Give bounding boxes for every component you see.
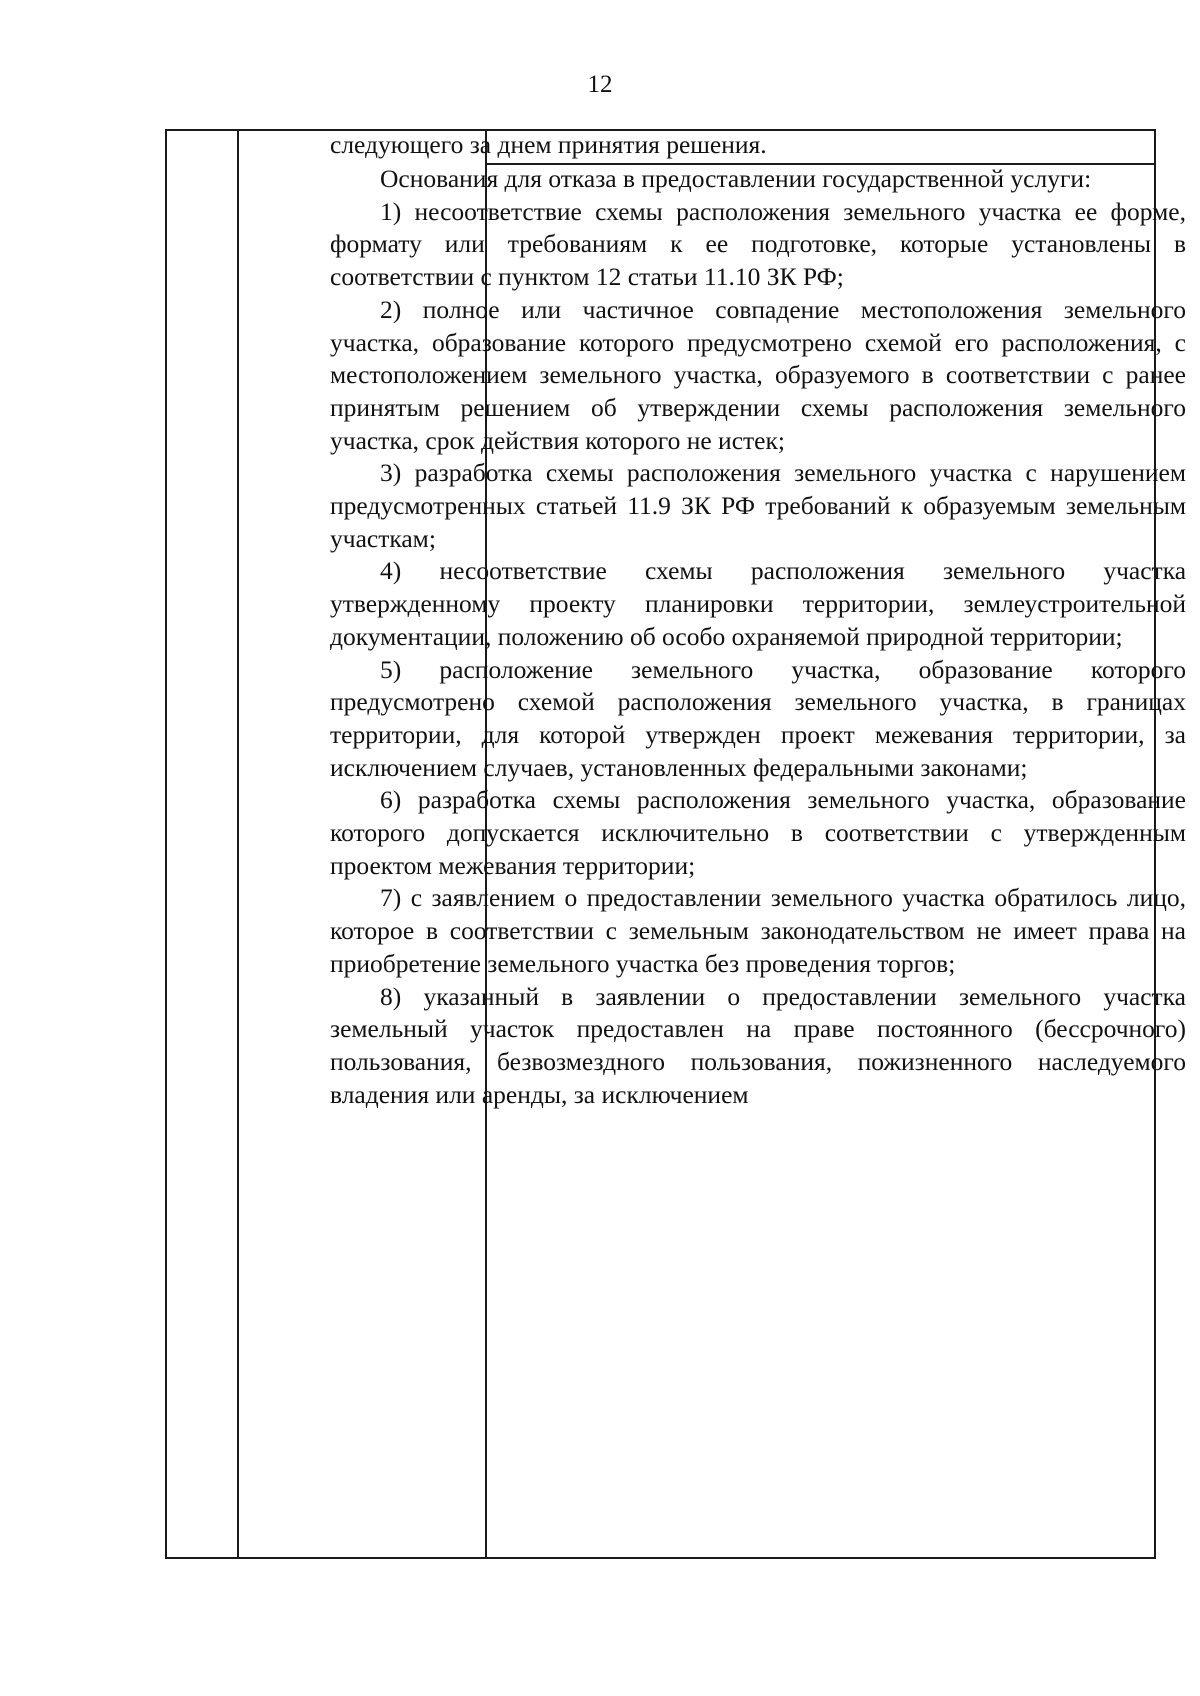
item-text: полное или частичное совпадение местоположения земельного участка, образование которого предусмотрено схемой его расположения, с местоположением земельного участка, образуемого в соответствии с ранее принятым решением об утверждении схемы расположения земельного участка, срок действия которого не истек; [330, 294, 1186, 455]
item-text: разработка схемы расположения земельного участка с нарушением предусмотренных статьей 11.9 ЗК РФ требований к образуемым земельным участкам; [330, 458, 1187, 553]
item-text: расположение земельного участка, образование которого предусмотрено схемой расположения земельного участка, в границах территории, для которой утвержден проект межевания территории, за исключением случаев, установленных федеральными законами; [330, 654, 1186, 782]
item-number: 8) [380, 981, 402, 1011]
continuation-text: следующего за днем принятия решения. [330, 130, 767, 159]
item-number: 5) [380, 654, 402, 684]
item-number: 3) [380, 458, 402, 488]
list-item [330, 981, 1186, 1112]
item-text: несоответствие схемы расположения земельного участка утвержденному проекту планировки территории, землеустроительной документации, положению об особо охраняемой природной территории; [330, 556, 1187, 651]
list-item [330, 654, 1186, 785]
list-item [330, 294, 1186, 458]
list-item [330, 882, 1186, 980]
list-item [330, 784, 1186, 882]
item-text: несоответствие схемы расположения земельного участка ее форме, формату или требованиям к ее подготовке, которые установлены в соответствии с пунктом 12 статьи 11.10 ЗК РФ; [330, 196, 1186, 292]
top-cell [330, 129, 1186, 162]
page-number: 12 [587, 71, 613, 98]
item-number: 7) [380, 883, 402, 913]
list-item [330, 457, 1186, 555]
refusal-grounds-cell [330, 163, 1186, 1111]
list-item [330, 196, 1186, 294]
item-number: 2) [380, 294, 402, 324]
item-text: разработка схемы расположения земельного участка, образование которого допускается исключительно в соответствии с утвержденным проектом межевания территории; [330, 785, 1187, 880]
item-number: 1) [380, 196, 402, 226]
item-number: 4) [380, 556, 402, 586]
column-divider-1 [237, 131, 239, 1557]
item-text: с заявлением о предоставлении земельного участка обратилось лицо, которое в соответствии с земельным законодательством не имеет права на приобретение земельного участка без проведения торгов; [330, 883, 1187, 978]
refusal-grounds-heading: Основания для отказа в предоставлении государственной услуги: [380, 164, 1092, 193]
item-text: указанный в заявлении о предоставлении земельного участка земельный участок предоставлен на праве постоянного (бессрочного) пользования, безвозмездного пользования, пожизненного наследуемого владения или аренды, за исключением [330, 981, 1187, 1109]
list-item [330, 555, 1186, 653]
item-number: 6) [380, 785, 402, 815]
